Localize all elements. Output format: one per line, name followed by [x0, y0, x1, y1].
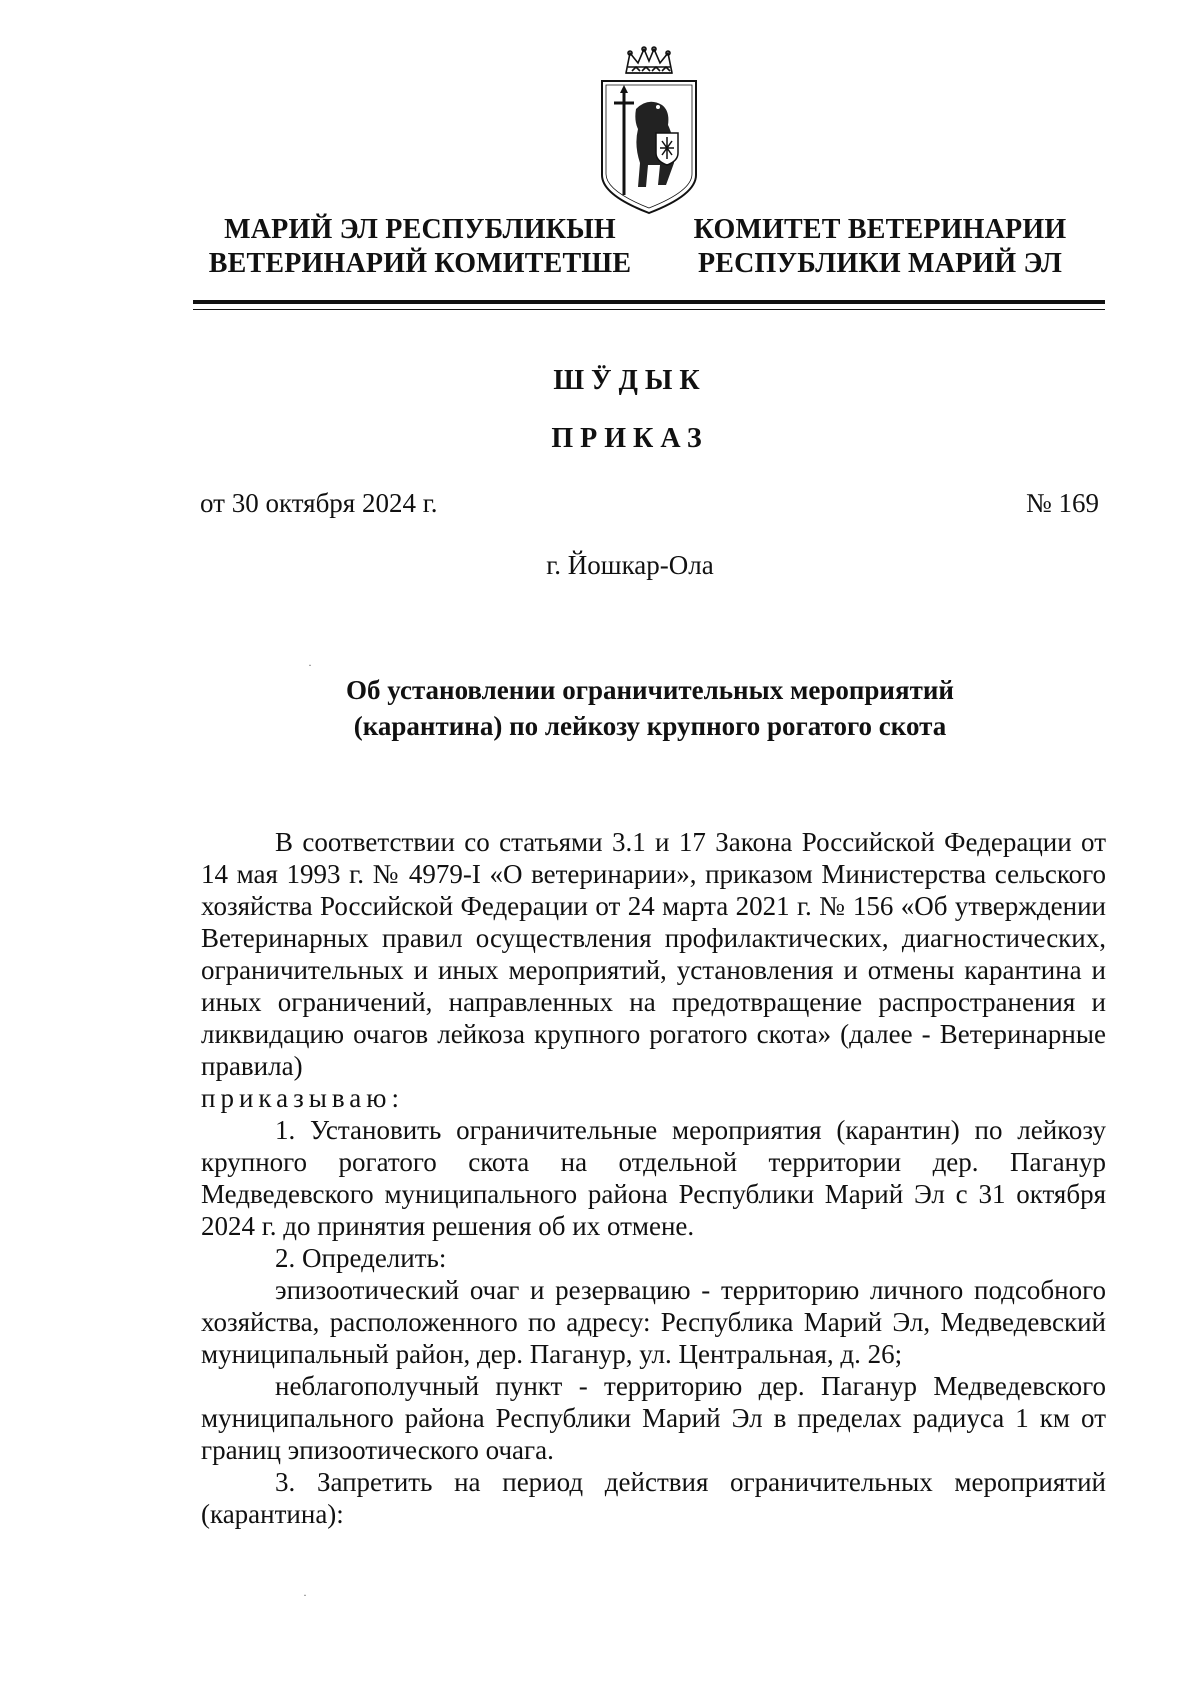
document-type-mari: ШӰДЫК: [553, 365, 707, 396]
document-number: № 169: [1025, 488, 1099, 518]
document-type-russian: ПРИКАЗ: [551, 423, 709, 454]
scan-speck: ·: [308, 658, 312, 672]
header-divider-thin: [193, 309, 1105, 310]
scan-speck: ·: [303, 1588, 307, 1602]
document-body: [201, 826, 1106, 1530]
document-date: от 30 октября 2024 г.: [200, 488, 438, 518]
org-name-russian-line2: РЕСПУБЛИКИ МАРИЙ ЭЛ: [697, 248, 1063, 279]
document-title-line1: Об установлении ограничительных мероприятий: [346, 675, 954, 705]
item-3-paragraph: 3. Запретить на период действия ограничительных мероприятий (карантина):: [201, 1467, 1106, 1529]
order-word: приказываю:: [201, 1083, 404, 1113]
item-1-paragraph: 1. Установить ограничительные мероприятия (карантин) по лейкозу крупного рогатого скота на отдельной территории дер. Паганур Медведевского муниципального района Республики Марий Эл с 31 октября 2024 г. до принятия решения об их отмене.: [201, 1115, 1106, 1241]
org-name-mari-line1: МАРИЙ ЭЛ РЕСПУБЛИКЫН: [224, 214, 616, 245]
org-name-russian: [680, 213, 1080, 281]
org-name-russian-line1: КОМИТЕТ ВЕТЕРИНАРИИ: [693, 214, 1067, 245]
item-2-focus-paragraph: эпизоотический очаг и резервацию - территорию личного подсобного хозяйства, расположенного по адресу: Республика Марий Эл, Медведевский муниципальный район, дер. Паганур, ул. Центральная, д. 26;: [201, 1275, 1106, 1369]
document-title: [250, 672, 1050, 744]
coat-of-arms-icon: [596, 45, 702, 215]
item-2-area-paragraph: неблагополучный пункт - территорию дер. Паганур Медведевского муниципального района Республики Марий Эл в пределах радиуса 1 км от границ эпизоотического очага.: [201, 1371, 1106, 1465]
document-title-line2: (карантина) по лейкозу крупного рогатого скота: [353, 711, 947, 741]
item-2-paragraph: 2. Определить:: [275, 1243, 447, 1273]
preamble-paragraph: В соответствии со статьями 3.1 и 17 Закона Российской Федерации от 14 мая 1993 г. № 4979-I «О ветеринарии», приказом Министерства сельского хозяйства Российской Федерации от 24 марта 2021 г. № 156 «Об утверждении Ветеринарных правил осуществления профилактических, диагностических, ограничительных и иных мероприятий, установления и отмены карантина и иных ограничений, направленных на предотвращение распространения и ликвидацию очагов лейкоза крупного рогатого скота» (далее - Ветеринарные правила): [201, 827, 1106, 1081]
header-divider-thick: [193, 300, 1105, 304]
document-city: г. Йошкар-Ола: [546, 550, 714, 580]
org-name-mari-line2: ВЕТЕРИНАРИЙ КОМИТЕТШЕ: [208, 248, 632, 279]
org-name-mari: [200, 213, 640, 281]
